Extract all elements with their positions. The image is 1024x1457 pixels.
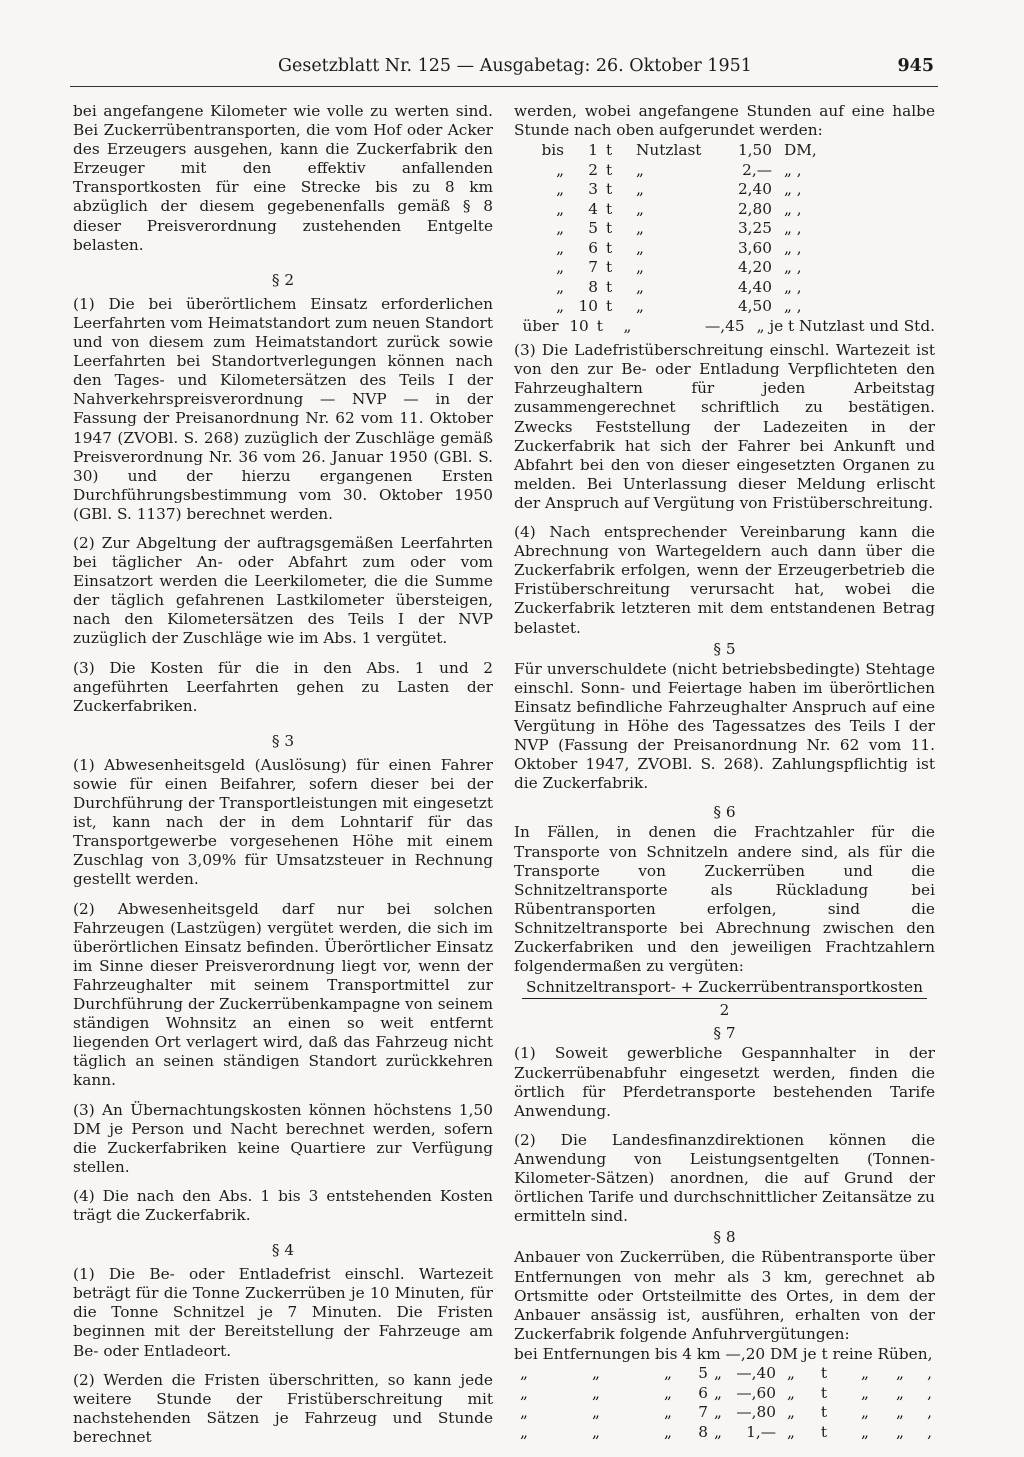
rate-unit: t — [606, 297, 613, 316]
rate-table — [514, 141, 935, 336]
ditto-mark: „ — [520, 1383, 528, 1402]
rate-row — [514, 180, 935, 200]
rate-unit: t — [606, 141, 613, 160]
distance-price: —,80 — [736, 1403, 776, 1422]
ditto-mark: „ — [520, 1422, 528, 1441]
rate-prefix: „ — [556, 199, 564, 218]
ditto-mark: „ — [787, 1403, 795, 1422]
distance-km: 8 — [698, 1422, 708, 1441]
ditto-mark: „ — [896, 1364, 904, 1383]
section-heading-6: § 6 — [713, 803, 736, 822]
ditto-mark: „ — [592, 1383, 600, 1402]
ditto-mark: „ — [664, 1403, 672, 1422]
rate-row — [514, 239, 935, 259]
paragraph-4-1: (1) Die Be- oder Entladefrist einschl. Wartezeit beträgt für die Tonne Zuckerrüben je 10 Minuten, für die Tonne Schnitzel je 7 Minuten. Die Fristen beginnen mit der Bereitstellung der Fahrzeuge am Be- oder Entladeort. — [73, 1265, 493, 1360]
rate-price: 3,25 — [737, 219, 772, 238]
paragraph-7-1: (1) Soweit gewerbliche Gespannhalter in der Zuckerrübenabfuhr eingesetzt werden, finden die örtlich für Pferdetransporte bestehenden Tarife Anwendung. — [514, 1044, 935, 1120]
paragraph-6-1: In Fällen, in denen die Frachtzahler für die Transporte von Schnitzeln andere sind, als für die Transporte von Zuckerrüben und die Schnitzeltransporte als Rückladung bei Rübentransporten erfolgen, sind die Schnitzeltransporte bei Abrechnung zwischen den Zuckerfabriken und den jeweiligen Frachtzahlern folgendermaßen zu vergüten: — [514, 823, 935, 976]
rate-price: 1,50 — [737, 141, 772, 160]
rate-label: „ — [636, 297, 644, 316]
rate-row — [514, 258, 935, 278]
rate-prefix: „ — [556, 277, 564, 296]
distance-km: 6 — [698, 1383, 708, 1402]
rate-suffix: „ , — [784, 277, 802, 296]
ditto-mark: „ — [787, 1364, 795, 1383]
rate-label: „ — [636, 180, 644, 199]
rate-suffix: „ je t Nutzlast und Std. — [756, 316, 935, 335]
ditto-mark: „ — [520, 1364, 528, 1383]
ditto-mark: „ — [861, 1364, 869, 1383]
rate-suffix: „ , — [784, 238, 802, 257]
distance-price: 1,— — [746, 1422, 776, 1441]
rate-price: 4,50 — [737, 297, 772, 316]
rate-unit: t — [606, 199, 613, 218]
rate-tonnage: 7 — [588, 258, 598, 277]
ditto-mark: „ — [896, 1383, 904, 1402]
row-end: , — [927, 1403, 932, 1422]
ditto-mark: „ — [592, 1422, 600, 1441]
ditto-mark: „ — [714, 1383, 722, 1402]
rate-label: „ — [623, 316, 632, 335]
row-end: , — [927, 1383, 932, 1402]
rate-row — [514, 200, 935, 220]
rate-label: „ — [636, 160, 644, 179]
rate-row — [514, 297, 935, 317]
rate-label: „ — [636, 238, 644, 257]
rate-row — [514, 278, 935, 298]
right-column — [514, 102, 935, 1442]
rate-suffix: „ , — [784, 219, 802, 238]
paragraph-4-4: (4) Nach entsprechender Vereinbarung kann die Abrechnung von Wartegeldern auch dann über die Zuckerfabrik erfolgen, wenn der Erzeugerbetrieb die Fristüberschreitung verursacht hat, wobei die Zuckerfabrik letzteren mit dem entstandenen Betrag belastet. — [514, 523, 935, 637]
ditto-mark: „ — [787, 1422, 795, 1441]
paragraph-5-1: Für unverschuldete (nicht betriebsbedingte) Stehtage einschl. Sonn- und Feiertage haben im überörtlichen Einsatz befindliche Fahrzeughalter Anspruch auf eine Vergütung in Höhe des Tagessatzes des Teils I der NVP (Fassung der Preisanordnung Nr. 62 vom 11. Oktober 1947, ZVOBl. S. 268). Zahlungspflichtig ist die Zuckerfabrik. — [514, 659, 935, 793]
section-heading-2: § 2 — [271, 270, 295, 289]
rate-prefix: „ — [556, 219, 564, 238]
rate-tonnage: 1 — [588, 141, 598, 160]
rate-tonnage: 3 — [588, 180, 598, 199]
distance-price: —,60 — [736, 1383, 776, 1402]
rate-prefix: „ — [556, 160, 564, 179]
rate-suffix: „ , — [784, 199, 802, 218]
distance-row — [514, 1423, 935, 1443]
rate-unit: t — [606, 238, 613, 257]
rate-price: —,45 — [704, 316, 745, 335]
rate-label: „ — [636, 199, 644, 218]
header-title: Gesetzblatt Nr. 125 — Ausgabetag: 26. Oktober 1951 — [278, 56, 752, 76]
rate-prefix: „ — [556, 238, 564, 257]
rate-suffix: „ , — [784, 297, 802, 316]
rate-unit: t — [606, 160, 613, 179]
section-heading-5: § 5 — [713, 639, 736, 658]
ditto-mark: „ — [896, 1403, 904, 1422]
rate-price: 3,60 — [737, 238, 772, 257]
paragraph-4-2: (2) Werden die Fristen überschritten, so kann jede weitere Stunde der Fristüberschreitung mit nachstehenden Sätzen je Fahrzeug und Stunde berechnet — [73, 1370, 493, 1446]
distance-row-first: bei Entfernungen bis 4 km —,20 DM je t reine Rüben, — [514, 1344, 933, 1363]
section-heading-3: § 3 — [271, 731, 295, 750]
paragraph-3-4: (4) Die nach den Abs. 1 bis 3 entstehenden Kosten trägt die Zuckerfabrik. — [73, 1186, 493, 1224]
distance-unit: t — [820, 1403, 828, 1422]
rate-unit: t — [606, 258, 613, 277]
distance-row — [514, 1364, 935, 1384]
ditto-mark: „ — [861, 1383, 869, 1402]
section-heading-4: § 4 — [271, 1241, 295, 1260]
paragraph-2-2: (2) Zur Abgeltung der auftragsgemäßen Leerfahrten bei täglicher An- oder Abfahrt zum oder vom Einsatzort werden die Leerkilometer, die die Summe der täglich gefahrenen Lastkilometer übersteigen, nach den Kilometersätzen des Teils I der NVP zuzüglich der Zuschläge wie im Abs. 1 vergütet. — [73, 533, 493, 648]
paragraph-4-3: (3) Die Ladefristüberschreitung einschl. Wartezeit ist von den zur Be- oder Entladung Verpflichteten den Fahrzeughaltern für jeden Arbeitstag zusammengerechnet schriftlich zu bestätigen. Zwecks Feststellung der Ladezeiten in der Zuckerfabrik hat sich der Fahrer bei Ankunft und Abfahrt bei den von dieser eingesetzten Organen zu melden. Bei Unterlassung dieser Meldung erlischt der Anspruch auf Vergütung von Fristüberschreitung. — [514, 341, 935, 512]
rate-suffix: „ , — [784, 160, 802, 179]
distance-km: 5 — [698, 1364, 708, 1383]
formula-denominator: 2 — [719, 1001, 730, 1020]
page-number: 945 — [897, 56, 934, 76]
paragraph-continuation: werden, wobei angefangene Stunden auf eine halbe Stunde nach oben aufgerundet werden: — [514, 102, 935, 140]
rate-label: „ — [636, 219, 644, 238]
rate-prefix: bis — [541, 141, 564, 160]
rate-prefix: „ — [556, 297, 564, 316]
rate-prefix: „ — [556, 180, 564, 199]
distance-row — [514, 1384, 935, 1404]
section-heading-7: § 7 — [713, 1024, 736, 1043]
distance-row — [514, 1403, 935, 1423]
rate-unit: t — [596, 316, 603, 335]
rate-price: 4,40 — [737, 277, 772, 296]
paragraph-7-2: (2) Die Landesfinanzdirektionen können die Anwendung von Leistungsentgelten (Tonnen-Kilometer-Sätzen) anordnen, die auf Grund der örtlichen Tarife und durchschnittlicher Zeitansätze zu ermitteln sind. — [514, 1130, 935, 1226]
rate-suffix: „ , — [784, 180, 802, 199]
rate-tonnage: 10 — [578, 297, 598, 316]
rate-unit: t — [606, 180, 613, 199]
paragraph-intro: bei angefangene Kilometer wie volle zu werten sind. Bei Zuckerrübentransporten, die vom Hof oder Acker des Erzeugers ausgehen, kann die Zuckerfabrik den Erzeuger mit den effektiv anfallenden Transportkosten für eine Strecke bis zu 8 km abzüglich der diesem gegebenenfalls gemäß § 8 dieser Preisverordnung zustehenden Entgelte belasten. — [73, 102, 493, 254]
rate-suffix: DM, — [784, 141, 817, 160]
paragraph-2-3: (3) Die Kosten für die in den Abs. 1 und 2 angeführten Leerfahrten gehen zu Lasten der Zuckerfabriken. — [73, 658, 493, 715]
distance-unit: t — [820, 1422, 828, 1441]
rate-row — [514, 317, 935, 337]
rate-price: 2,40 — [737, 180, 772, 199]
page-header — [70, 52, 938, 87]
rate-unit: t — [606, 219, 613, 238]
ditto-mark: „ — [861, 1422, 869, 1441]
rate-unit: t — [606, 277, 613, 296]
left-column — [73, 102, 493, 1447]
paragraph-3-2: (2) Abwesenheitsgeld darf nur bei solchen Fahrzeugen (Lastzügen) vergütet werden, die sich im überörtlichen Einsatz befinden. Überörtlicher Einsatz im Sinne dieser Preisverordnung liegt vor, wenn der Fahrzeughalter mit seinem Transportmittel zur Durchführung der Zuckerrübenkampagne von seinem ständigen Wohnsitz an einen so weit entfernt liegenden Ort verlagert wird, daß das Fahrzeug nicht täglich an seinen ständigen Standort zurückkehren kann. — [73, 899, 493, 1090]
rate-tonnage: 5 — [588, 219, 598, 238]
section-heading-8: § 8 — [713, 1228, 736, 1247]
ditto-mark: „ — [714, 1403, 722, 1422]
rate-price: 2,— — [742, 160, 772, 179]
ditto-mark: „ — [787, 1383, 795, 1402]
cost-formula — [514, 978, 935, 1020]
distance-price: —,40 — [736, 1364, 776, 1383]
ditto-mark: „ — [714, 1364, 722, 1383]
rate-price: 2,80 — [737, 199, 772, 218]
row-end: , — [927, 1364, 932, 1383]
ditto-mark: „ — [592, 1364, 600, 1383]
ditto-mark: „ — [861, 1403, 869, 1422]
rate-tonnage: 8 — [588, 277, 598, 296]
paragraph-3-1: (1) Abwesenheitsgeld (Auslösung) für einen Fahrer sowie für einen Beifahrer, sofern dieser bei der Durchführung der Transportleistungen mit eingesetzt ist, kann nach der in dem Lohntarif für das Transportgewerbe vorgesehenen Höhe mit einem Zuschlag von 3,09% für Umsatzsteuer in Rechnung gestellt werden. — [73, 755, 493, 889]
ditto-mark: „ — [664, 1364, 672, 1383]
ditto-mark: „ — [664, 1383, 672, 1402]
paragraph-2-1: (1) Die bei überörtlichem Einsatz erforderlichen Leerfahrten vom Heimatstandort zum neuen Standort und von diesem zum Heimatstandort zurück sowie Leerfahrten bei Standortverlegungen können nach den Tages- und Kilometersätzen des Teils I der Nahverkehrspreisverordnung — NVP — in der Fassung der Preisanordnung Nr. 62 vom 11. Oktober 1947 (ZVOBl. S. 268) zuzüglich der Zuschläge gemäß Preisverordnung Nr. 36 vom 26. Januar 1950 (GBl. S. 30) und der hierzu ergangenen Ersten Durchführungsbestimmung vom 30. Oktober 1950 (GBl. S. 1137) berechnet werden. — [73, 294, 493, 523]
distance-unit: t — [820, 1383, 828, 1402]
rate-label: Nutzlast — [636, 141, 702, 160]
distance-unit: t — [820, 1364, 828, 1383]
rate-row — [514, 141, 935, 161]
paragraph-3-3: (3) An Übernachtungskosten können höchstens 1,50 DM je Person und Nacht berechnet werden, sofern die Zuckerfabriken keine Quartiere zur Verfügung stellen. — [73, 1100, 493, 1176]
ditto-mark: „ — [592, 1403, 600, 1422]
distance-table — [514, 1345, 935, 1443]
ditto-mark: „ — [896, 1422, 904, 1441]
rate-tonnage: 2 — [588, 160, 598, 179]
formula-numerator: Schnitzeltransport- + Zuckerrübentransportkosten — [522, 978, 927, 999]
distance-km: 7 — [698, 1403, 708, 1422]
rate-row — [514, 219, 935, 239]
ditto-mark: „ — [520, 1403, 528, 1422]
rate-tonnage: 6 — [588, 238, 598, 257]
rate-label: „ — [636, 277, 644, 296]
rate-prefix: über — [522, 316, 559, 335]
rate-prefix: „ — [556, 258, 564, 277]
ditto-mark: „ — [664, 1422, 672, 1441]
rate-tonnage: 10 — [569, 316, 589, 335]
rate-price: 4,20 — [737, 258, 772, 277]
ditto-mark: „ — [714, 1422, 722, 1441]
row-end: , — [927, 1422, 932, 1441]
rate-tonnage: 4 — [588, 199, 598, 218]
rate-label: „ — [636, 258, 644, 277]
paragraph-8-1: Anbauer von Zuckerrüben, die Rübentransporte über Entfernungen von mehr als 3 km, gerechnet ab Ortsmitte oder Ortsteilmitte des Ortes, in dem der Anbauer ansässig ist, ausführen, erhalten von der Zuckerfabrik folgende Anfuhrvergütungen: — [514, 1248, 935, 1343]
rate-suffix: „ , — [784, 258, 802, 277]
rate-row — [514, 161, 935, 181]
